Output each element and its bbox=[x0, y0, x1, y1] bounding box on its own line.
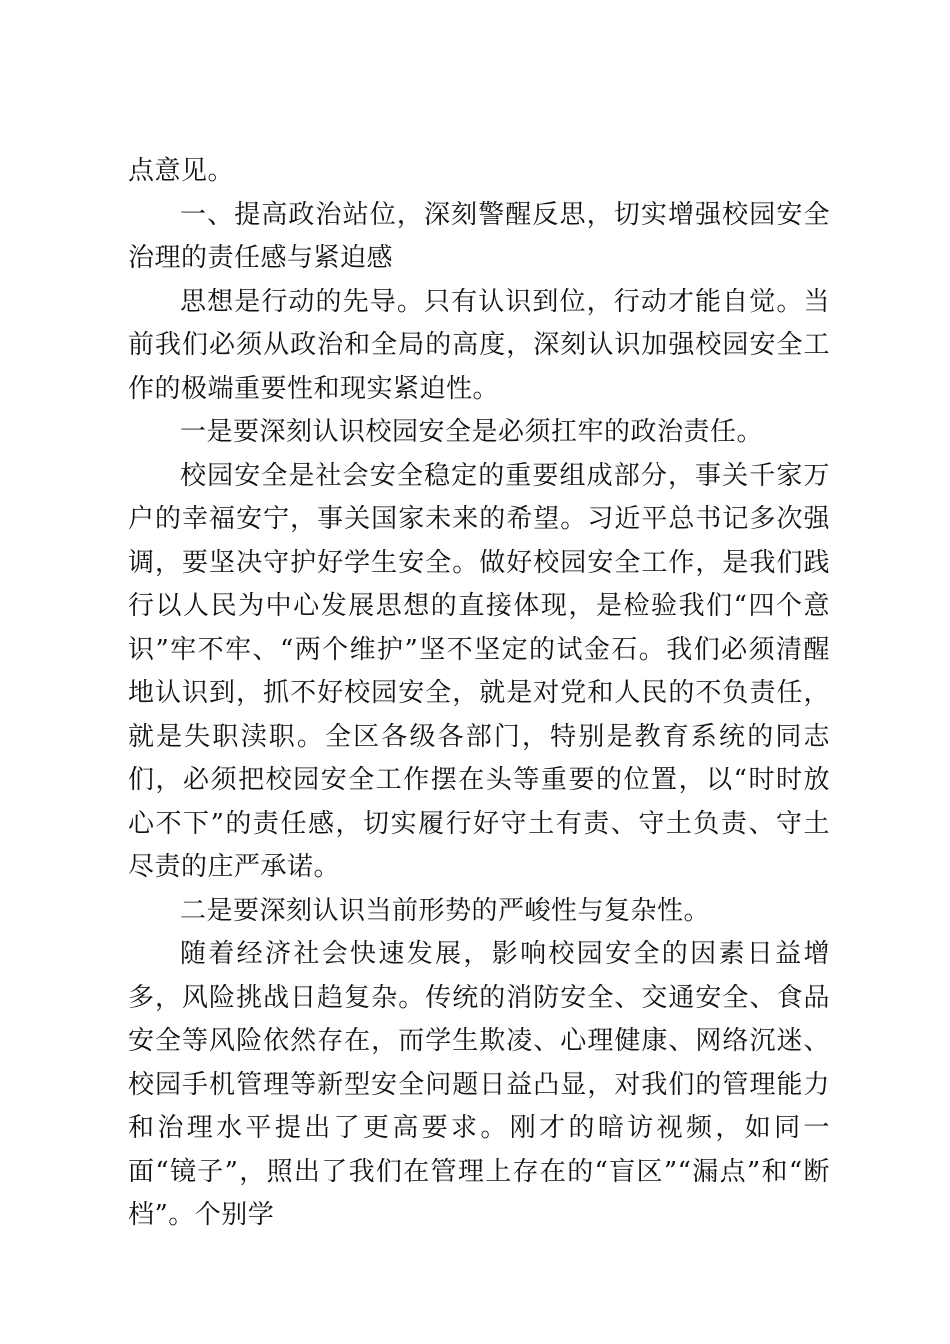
document-body bbox=[128, 150, 830, 1238]
section-heading: 一、提高政治站位，深刻警醒反思，切实增强校园安全治理的责任感与紧迫感 bbox=[128, 199, 830, 273]
paragraph: 思想是行动的先导。只有认识到位，行动才能自觉。当前我们必须从政治和全局的高度，深刻认识加强校园安全工作的极端重要性和现实紧迫性。 bbox=[128, 286, 830, 404]
paragraph: 校园安全是社会安全稳定的重要组成部分，事关千家万户的幸福安宁，事关国家未来的希望。习近平总书记多次强调，要坚决守护好学生安全。做好校园安全工作，是我们践行以人民为中心发展思想的直接体现，是检验我们“四个意识”牢不牢、“两个维护”坚不坚定的试金石。我们必须清醒地认识到，抓不好校园安全，就是对党和人民的不负责任，就是失职渎职。全区各级各部门，特别是教育系统的同志们，必须把校园安全工作摆在头等重要的位置，以“时时放心不下”的责任感，切实履行好守土有责、守土负责、守土尽责的庄严承诺。 bbox=[128, 460, 830, 882]
subheading: 一是要深刻认识校园安全是必须扛牢的政治责任。 bbox=[180, 417, 764, 447]
paragraph: 随着经济社会快速发展，影响校园安全的因素日益增多，风险挑战日趋复杂。传统的消防安全、交通安全、食品安全等风险依然存在，而学生欺凌、心理健康、网络沉迷、校园手机管理等新型安全问题日益凸显，对我们的管理能力和治理水平提出了更高要求。刚才的暗访视频，如同一面“镜子”，照出了我们在管理上存在的“盲区”“漏点”和“断档”。个别学 bbox=[128, 939, 830, 1230]
paragraph-continuation: 点意见。 bbox=[128, 156, 235, 186]
subheading: 二是要深刻认识当前形势的严峻性与复杂性。 bbox=[180, 895, 711, 926]
